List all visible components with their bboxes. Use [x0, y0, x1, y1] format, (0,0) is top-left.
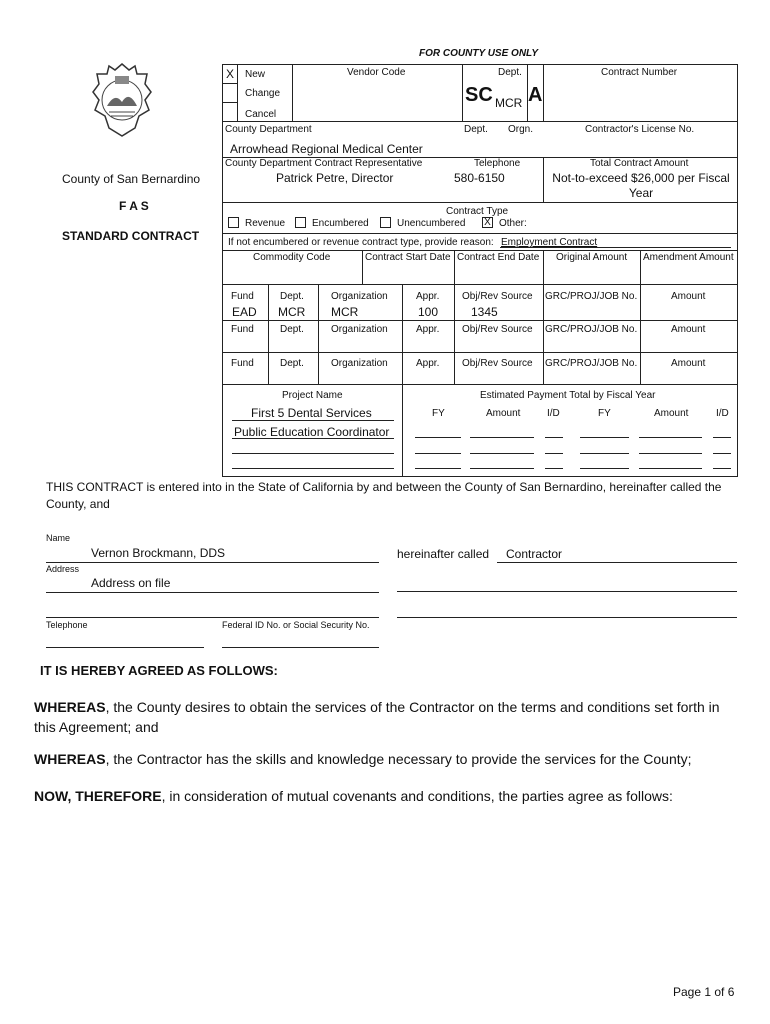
total-amount-value: Not-to-exceed $26,000 per Fiscal Year — [552, 171, 730, 200]
objrev-label-2: Obj/Rev Source — [462, 324, 533, 335]
dept-label-4: Dept. — [280, 324, 304, 335]
cancel-label: Cancel — [245, 109, 277, 120]
project-name-label: Project Name — [282, 390, 343, 401]
dept-label: Dept. — [498, 67, 522, 78]
total-amount-label: Total Contract Amount — [590, 158, 689, 169]
fas-label: F A S — [119, 199, 149, 213]
start-date-label: Contract Start Date — [365, 252, 451, 263]
grc-label-2: GRC/PROJ/JOB No. — [545, 324, 638, 335]
amount-label-3: Amount — [671, 358, 706, 369]
organization-label-1: Organization — [331, 291, 388, 302]
now-therefore-keyword: NOW, THEREFORE — [34, 788, 162, 804]
amount-label-2: Amount — [671, 324, 706, 335]
hereinafter-label: hereinafter called — [397, 547, 490, 561]
appr-value: 100 — [418, 305, 439, 319]
grc-label-3: GRC/PROJ/JOB No. — [545, 358, 638, 369]
fund-label-1: Fund — [231, 291, 254, 302]
phone-value: 580-6150 — [454, 171, 505, 185]
appr-label-2: Appr. — [416, 324, 440, 335]
whereas-text-2: , the Contractor has the skills and knowledge necessary to provide the services for the County; — [105, 751, 692, 767]
vendor-code-label: Vendor Code — [347, 67, 406, 78]
objrev-value: 1345 — [471, 305, 498, 319]
grc-label-1: GRC/PROJ/JOB No. — [545, 291, 638, 302]
id-label-2: I/D — [716, 408, 729, 419]
amount-label-fy1: Amount — [486, 408, 521, 419]
fy-label-1: FY — [432, 408, 445, 419]
appr-label-3: Appr. — [416, 358, 440, 369]
fund-label-2: Fund — [231, 324, 254, 335]
orgn-label: Orgn. — [508, 124, 534, 135]
whereas-paragraph-1 — [34, 697, 740, 737]
for-county-use-label: FOR COUNTY USE ONLY — [419, 48, 539, 59]
name-label: Name — [46, 533, 71, 543]
dept-label-2: Dept. — [464, 124, 488, 135]
county-name: County of San Bernardino — [62, 172, 201, 186]
new-checkbox-mark[interactable]: X — [226, 67, 235, 81]
objrev-label-3: Obj/Rev Source — [462, 358, 533, 369]
objrev-label-1: Obj/Rev Source — [462, 291, 533, 302]
org-value: MCR — [331, 305, 359, 319]
dept-value: MCR — [278, 305, 306, 319]
dept-label-5: Dept. — [280, 358, 304, 369]
mcr-code: MCR — [495, 96, 523, 110]
unencumbered-label: Unencumbered — [397, 218, 466, 229]
whereas-keyword-1: WHEREAS — [34, 699, 106, 715]
address-label: Address — [46, 564, 80, 574]
telephone-label-body: Telephone — [46, 620, 88, 630]
amount-label-1: Amount — [671, 291, 706, 302]
reason-prompt: If not encumbered or revenue contract type, provide reason: — [228, 237, 494, 248]
department-value: Arrowhead Regional Medical Center — [230, 142, 423, 156]
id-label-1: I/D — [547, 408, 560, 419]
revenue-label: Revenue — [245, 218, 286, 229]
end-date-label: Contract End Date — [457, 252, 540, 263]
contractor-label: Contractor — [506, 547, 563, 561]
page-number: Page 1 of 6 — [673, 985, 735, 999]
fund-label-3: Fund — [231, 358, 254, 369]
whereas-paragraph-2 — [34, 749, 740, 769]
project-name-1: First 5 Dental Services — [251, 406, 372, 420]
amount-label-fy2: Amount — [654, 408, 689, 419]
project-name-2: Public Education Coordinator — [234, 425, 390, 439]
county-department-label: County Department — [225, 124, 312, 135]
other-checkbox[interactable]: X — [482, 217, 493, 228]
encumbered-label: Encumbered — [312, 218, 369, 229]
whereas-text-1: , the County desires to obtain the services of the Contractor on the terms and conditions set forth in this Agreement; and — [34, 699, 720, 735]
whereas-keyword-2: WHEREAS — [34, 751, 106, 767]
intro-paragraph: THIS CONTRACT is entered into in the State of California by and between the County of San Bernardino, hereinafter called the County, and — [46, 480, 722, 511]
standard-contract-label: STANDARD CONTRACT — [62, 229, 200, 243]
contractor-name: Vernon Brockmann, DDS — [91, 546, 226, 560]
contract-type-label: Contract Type — [446, 206, 509, 217]
sc-code: SC — [465, 84, 493, 106]
representative-label: County Department Contract Representative — [225, 158, 423, 169]
now-therefore-paragraph — [34, 786, 740, 806]
representative-value: Patrick Petre, Director — [276, 171, 394, 185]
reason-value: Employment Contract — [501, 237, 598, 248]
revenue-checkbox[interactable] — [228, 217, 239, 228]
telephone-label: Telephone — [474, 158, 521, 169]
dept-label-3: Dept. — [280, 291, 304, 302]
change-label: Change — [245, 88, 281, 99]
other-label: Other: — [499, 218, 527, 229]
agreed-heading: IT IS HEREBY AGREED AS FOLLOWS: — [40, 663, 278, 678]
unencumbered-checkbox[interactable] — [380, 217, 391, 228]
contract-number-label: Contract Number — [601, 67, 678, 78]
address-value: Address on file — [91, 576, 171, 590]
appr-label-1: Appr. — [416, 291, 440, 302]
fund-value: EAD — [232, 305, 257, 319]
new-label: New — [245, 69, 266, 80]
organization-label-2: Organization — [331, 324, 388, 335]
original-amount-label: Original Amount — [556, 252, 628, 263]
organization-label-3: Organization — [331, 358, 388, 369]
county-seal — [89, 62, 155, 138]
now-therefore-text: , in consideration of mutual covenants and conditions, the parties agree as follows: — [161, 788, 673, 804]
fy-label-2: FY — [598, 408, 611, 419]
federal-id-label: Federal ID No. or Social Security No. — [222, 620, 370, 630]
commodity-code-label: Commodity Code — [253, 252, 331, 263]
license-label: Contractor's License No. — [585, 124, 695, 135]
amendment-amount-label: Amendment Amount — [643, 252, 734, 263]
encumbered-checkbox[interactable] — [295, 217, 306, 228]
a-code: A — [528, 84, 543, 106]
estimated-payment-label: Estimated Payment Total by Fiscal Year — [480, 390, 656, 401]
